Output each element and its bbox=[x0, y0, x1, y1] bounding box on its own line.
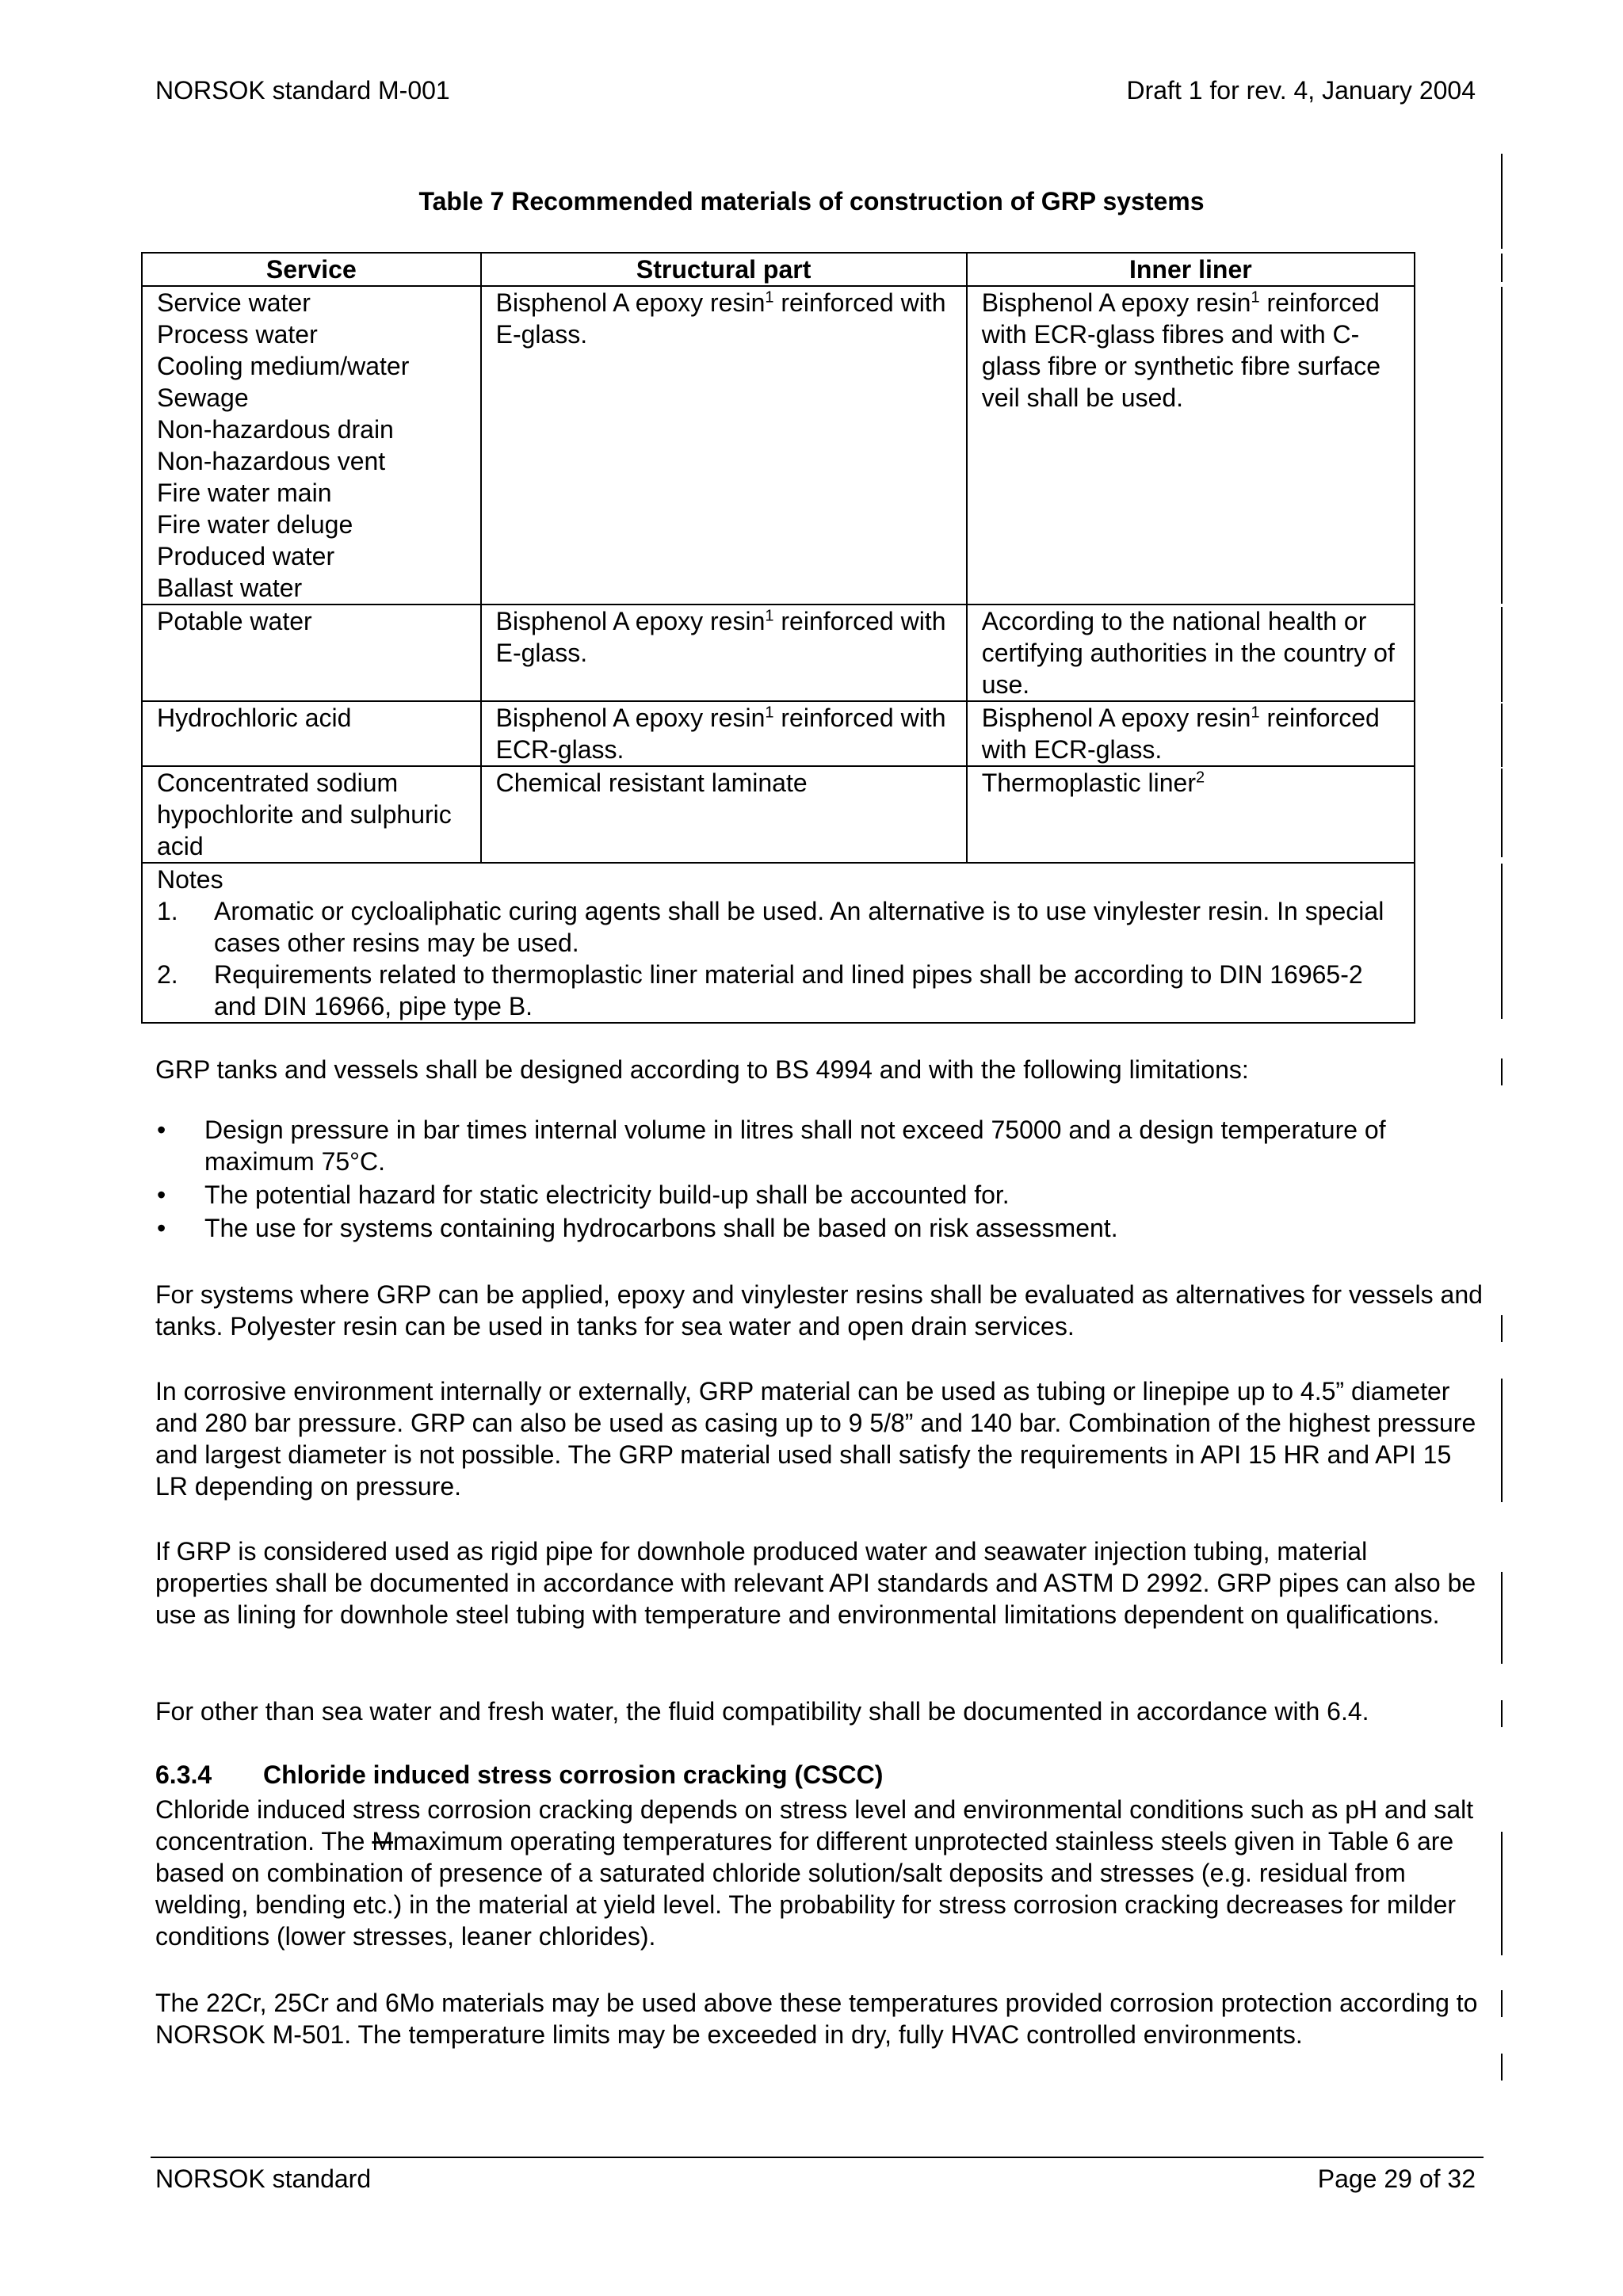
notes-title: Notes bbox=[157, 865, 223, 894]
paragraph-rigid-pipe: If GRP is considered used as rigid pipe for downhole produced water and seawater injection tubing, material properties shall be documented in accordance with relevant API standards and ASTM D 2992. GRP pipes can also be use as lining for downhole steel tubing with temperature and environmental limitations dependent on qualifications. bbox=[155, 1537, 1476, 1629]
service-item: Ballast water bbox=[157, 574, 303, 602]
note-number: 2. bbox=[157, 960, 178, 989]
liner-cell: Bisphenol A epoxy resin$^1$ reinforced with ECR-glass. bbox=[967, 701, 1415, 766]
service-item: Potable water bbox=[157, 607, 312, 635]
notes-cell bbox=[142, 863, 1415, 1023]
service-cell bbox=[142, 286, 481, 605]
service-cell bbox=[142, 605, 481, 701]
section-title: Chloride induced stress corrosion cracking (CSCC) bbox=[263, 1760, 884, 1789]
change-bar bbox=[1501, 287, 1503, 604]
paragraph-fluid-compatibility: For other than sea water and fresh water, the fluid compatibility shall be documented in accordance with 6.4. bbox=[155, 1697, 1369, 1726]
paragraph-tanks-vessels: GRP tanks and vessels shall be designed according to BS 4994 and with the following limitations: bbox=[155, 1055, 1249, 1084]
service-item: Non-hazardous vent bbox=[157, 447, 386, 475]
service-cell bbox=[142, 701, 481, 766]
change-bar bbox=[1501, 1990, 1503, 2017]
service-item: Hydrochloric acid bbox=[157, 704, 352, 732]
table-caption: Table 7 Recommended materials of construction of GRP systems bbox=[418, 187, 1205, 215]
change-bar bbox=[1501, 1315, 1503, 1342]
structural-cell: Bisphenol A epoxy resin$^1$ reinforced with E-glass. bbox=[481, 605, 967, 701]
paragraph-temperatures: The 22Cr, 25Cr and 6Mo materials may be used above these temperatures provided corrosion protection according to NORSOK M-501. The temperature limits may be exceeded in dry, fully HVAC controlled environments. bbox=[155, 1989, 1478, 2049]
column-header-service: Service bbox=[142, 253, 481, 286]
service-item: Sewage bbox=[157, 383, 249, 412]
column-header-liner: Inner liner bbox=[967, 253, 1415, 286]
note-item bbox=[157, 895, 1400, 959]
table-row bbox=[142, 286, 1415, 605]
section-heading bbox=[155, 1760, 883, 1790]
footer-standard: NORSOK standard bbox=[155, 2164, 372, 2193]
table-row bbox=[142, 605, 1415, 701]
limitations-list bbox=[155, 1114, 1503, 1245]
note-number: 1. bbox=[157, 897, 178, 925]
service-item: Fire water deluge bbox=[157, 510, 353, 539]
list-item: • The use for systems containing hydrocarbons shall be based on risk assessment. bbox=[155, 1212, 1503, 1244]
footer-rule bbox=[151, 2157, 1484, 2158]
table-row bbox=[142, 701, 1415, 766]
change-bar bbox=[1501, 1058, 1503, 1085]
liner-cell: Bisphenol A epoxy resin$^1$ reinforced with ECR-glass fibres and with C-glass fibre or synthetic fibre surface veil shall be used. bbox=[967, 286, 1415, 605]
change-bar bbox=[1501, 154, 1503, 249]
section-number: 6.3.4 bbox=[155, 1760, 212, 1789]
change-bar bbox=[1501, 769, 1503, 857]
table-header-row bbox=[142, 253, 1415, 286]
change-bar bbox=[1501, 254, 1503, 282]
paragraph-corrosive-environment: In corrosive environment internally or externally, GRP material can be used as tubing or linepipe up to 4.5” diameter and 280 bar pressure. GRP can also be used as casing up to 9 5/8” and 140 bar. Combination of the highest pressure and largest diameter is not possible. The GRP material used shall satisfy the requirements in API 15 HR and API 15 LR depending on pressure. bbox=[155, 1377, 1476, 1501]
service-item: Fire water main bbox=[157, 479, 332, 507]
service-item: Non-hazardous drain bbox=[157, 415, 394, 444]
notes-row bbox=[142, 863, 1415, 1023]
change-bar bbox=[1501, 864, 1503, 1019]
change-bar bbox=[1501, 704, 1503, 767]
service-item: Cooling medium/water bbox=[157, 352, 410, 380]
change-bar bbox=[1501, 1572, 1503, 1664]
change-bar bbox=[1501, 607, 1503, 702]
service-item: Produced water bbox=[157, 542, 335, 570]
column-header-structural: Structural part bbox=[481, 253, 967, 286]
liner-cell: According to the national health or certifying authorities in the country of use. bbox=[967, 605, 1415, 701]
list-item: • The potential hazard for static electricity build-up shall be accounted for. bbox=[155, 1179, 1503, 1211]
structural-cell: Chemical resistant laminate bbox=[481, 766, 967, 863]
paragraph-resins: For systems where GRP can be applied, epoxy and vinylester resins shall be evaluated as alternatives for vessels and tanks. Polyester resin can be used in tanks for sea water and open drain services. bbox=[155, 1280, 1483, 1341]
note-item bbox=[157, 959, 1400, 1022]
change-bar bbox=[1501, 2054, 1503, 2081]
service-item: Process water bbox=[157, 320, 318, 349]
deleted-text: M bbox=[372, 1827, 394, 1855]
service-item: Concentrated sodium hypochlorite and sulphuric acid bbox=[157, 769, 452, 860]
page-number: Page 29 of 32 bbox=[1317, 2164, 1476, 2193]
materials-table bbox=[141, 252, 1415, 1024]
note-text: Aromatic or cycloaliphatic curing agents shall be used. An alternative is to use vinylester resin. In special cases other resins may be used. bbox=[214, 897, 1384, 957]
paragraph-cscc: Chloride induced stress corrosion cracking depends on stress level and environmental conditions such as pH and salt concentration. The Mmaximum operating temperatures for different unprotected stainless steels given in Table 6 are based on combination of presence of a saturated chloride solution/salt deposits and stresses (e.g. residual from welding, bending etc.) in the material at yield level. The probability for stress corrosion cracking decreases for milder conditions (lower stresses, leaner chlorides). bbox=[155, 1795, 1474, 1951]
change-bar bbox=[1501, 1379, 1503, 1502]
service-cell bbox=[142, 766, 481, 863]
header-draft: Draft 1 for rev. 4, January 2004 bbox=[1126, 76, 1476, 105]
note-text: Requirements related to thermoplastic liner material and lined pipes shall be according to DIN 16965-2 and DIN 16966, pipe type B. bbox=[214, 960, 1363, 1020]
table-row bbox=[142, 766, 1415, 863]
header-standard: NORSOK standard M-001 bbox=[155, 76, 450, 105]
service-item: Service water bbox=[157, 288, 311, 317]
structural-cell: Bisphenol A epoxy resin$^1$ reinforced with E-glass. bbox=[481, 286, 967, 605]
structural-cell: Bisphenol A epoxy resin$^1$ reinforced with ECR-glass. bbox=[481, 701, 967, 766]
list-item: • Design pressure in bar times internal volume in litres shall not exceed 75000 and a design temperature of maximum 75°C. bbox=[155, 1114, 1503, 1177]
liner-cell: Thermoplastic liner$^2$ bbox=[967, 766, 1415, 863]
change-bar bbox=[1501, 1832, 1503, 1955]
change-bar bbox=[1501, 1700, 1503, 1727]
